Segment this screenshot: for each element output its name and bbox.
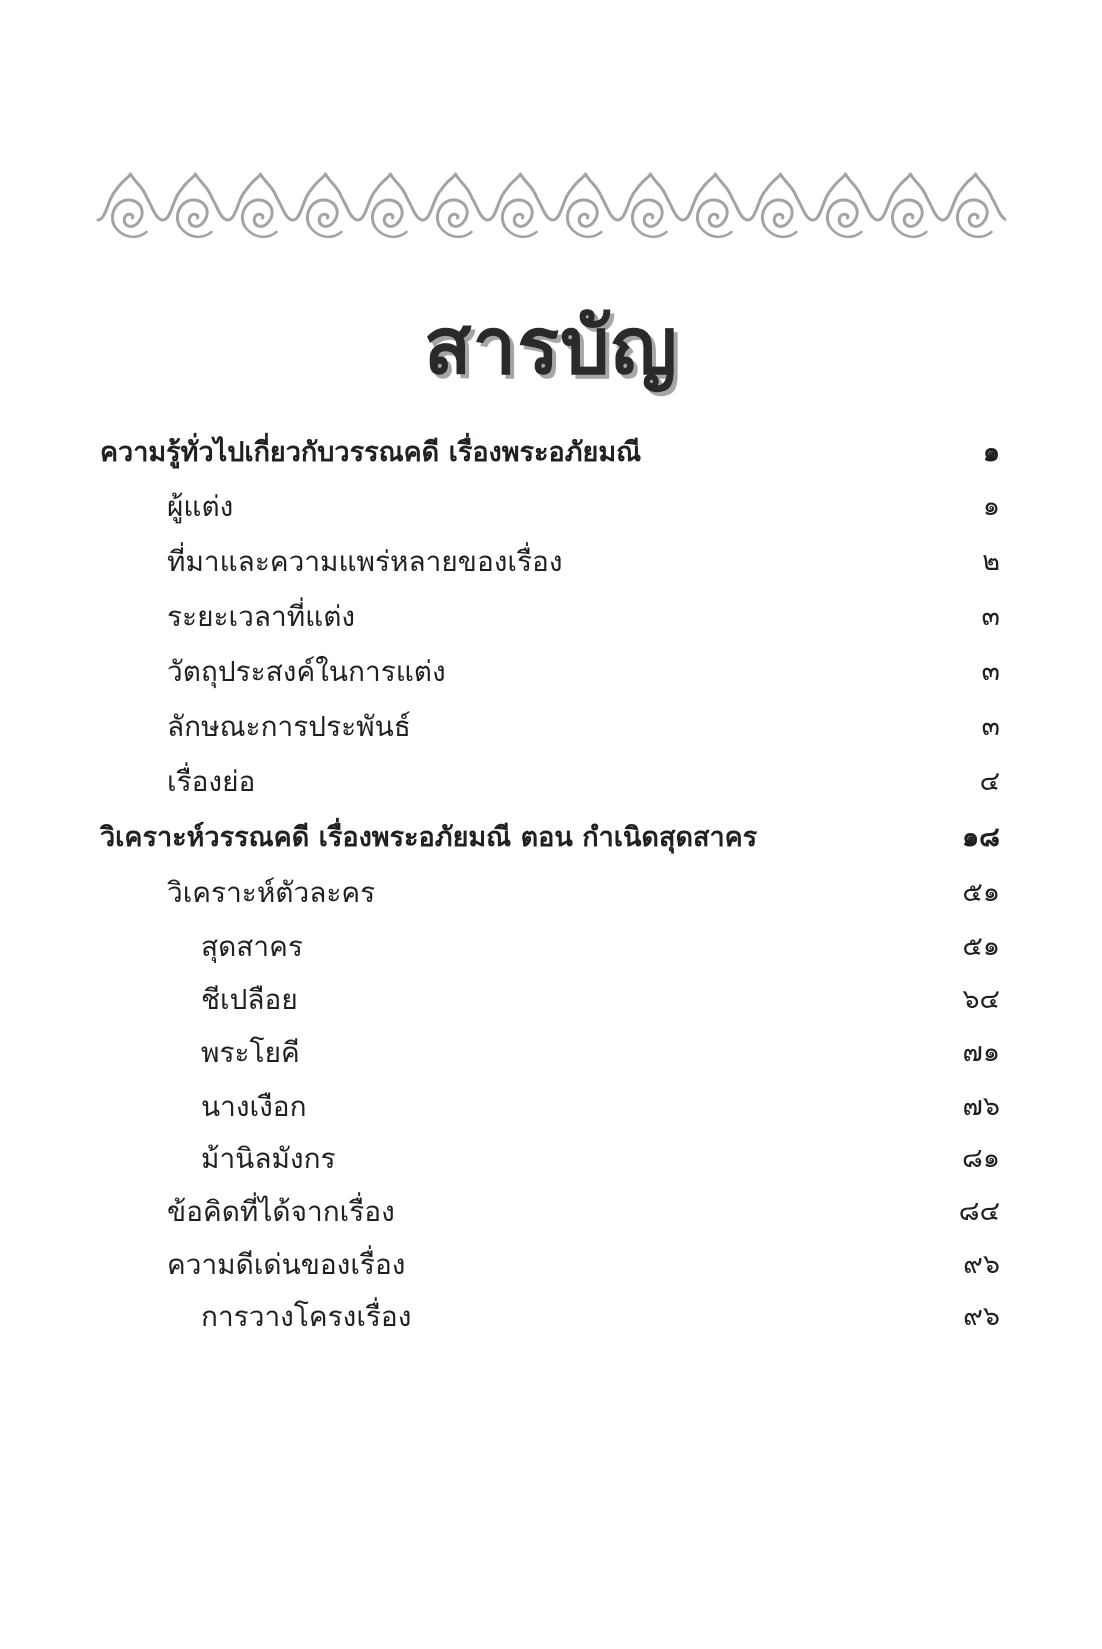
toc-entry[interactable] [0,1028,1102,1078]
toc-entry-label: ม้านิลมังกร [201,1142,336,1175]
toc-entry-label: ผู้แต่ง [167,490,234,523]
toc-entry-label: วิเคราะห์วรรณคดี เรื่องพระอภัยมณี ตอน กำเนิดสุดสาคร [100,822,758,853]
toc-entry[interactable] [0,1292,1102,1342]
toc-entry-page: ๒ [982,546,1000,577]
toc-entry-label: ที่มาและความแพร่หลายของเรื่อง [167,545,563,578]
toc-entry[interactable] [0,868,1102,918]
toc-entry-page: ๕๑ [962,877,1000,908]
toc-entry[interactable] [0,757,1102,807]
toc-entry-label: ความดีเด่นของเรื่อง [167,1248,406,1281]
toc-entry[interactable] [0,537,1102,587]
toc-entry-page: ๙๖ [963,1249,1000,1280]
toc-entry-label: วิเคราะห์ตัวละคร [167,876,376,909]
toc-entry[interactable] [0,813,1102,863]
toc-entry-label: พระโยคี [201,1036,300,1069]
toc-entry[interactable] [0,922,1102,972]
toc-entry[interactable] [0,1134,1102,1184]
toc-entry-label: ชีเปลือย [201,983,298,1016]
toc-entry-label: ข้อคิดที่ได้จากเรื่อง [167,1195,395,1228]
toc-entry[interactable] [0,1082,1102,1132]
toc-entry-label: ลักษณะการประพันธ์ [167,710,411,743]
toc-entry-label: สุดสาคร [201,930,303,963]
toc-entry-page: ๓ [981,601,1000,632]
toc-entry-page: ๑ [982,437,1000,468]
toc-entry-page: ๗๑ [962,1037,1000,1068]
toc-entry-page: ๙๖ [963,1301,1000,1332]
page-title: สารบัญ [423,302,679,392]
toc-entry-page: ๕๑ [962,931,1000,962]
toc-entry[interactable] [0,975,1102,1025]
toc-entry[interactable] [0,1240,1102,1290]
toc-entry-page: ๓ [981,711,1000,742]
toc-entry-page: ๖๔ [962,984,1000,1015]
toc-entry-page: ๑๘ [962,822,1000,853]
toc-entry-page: ๑ [982,491,1000,522]
toc-entry[interactable] [0,702,1102,752]
toc-entry-label: วัตถุประสงค์ในการแต่ง [167,655,446,688]
toc-entry-page: ๓ [981,656,1000,687]
toc-entry-page: ๘๔ [958,1196,1000,1227]
toc-entry-page: ๗๖ [962,1091,1000,1122]
toc-entry[interactable] [0,428,1102,478]
toc-entry-label: ระยะเวลาที่แต่ง [167,600,356,633]
toc-entry[interactable] [0,592,1102,642]
toc-entry-page: ๔ [979,766,1000,797]
toc-entry-label: นางเงือก [201,1090,307,1123]
toc-entry[interactable] [0,1187,1102,1237]
toc-entry-label: ความรู้ทั่วไปเกี่ยวกับวรรณคดี เรื่องพระอภัยมณี [100,437,642,468]
toc-entry-page: ๘๑ [962,1143,1000,1174]
toc-entry-label: การวางโครงเรื่อง [201,1300,412,1333]
toc-entry-label: เรื่องย่อ [167,765,256,798]
toc-entry[interactable] [0,647,1102,697]
toc-entry[interactable] [0,482,1102,532]
